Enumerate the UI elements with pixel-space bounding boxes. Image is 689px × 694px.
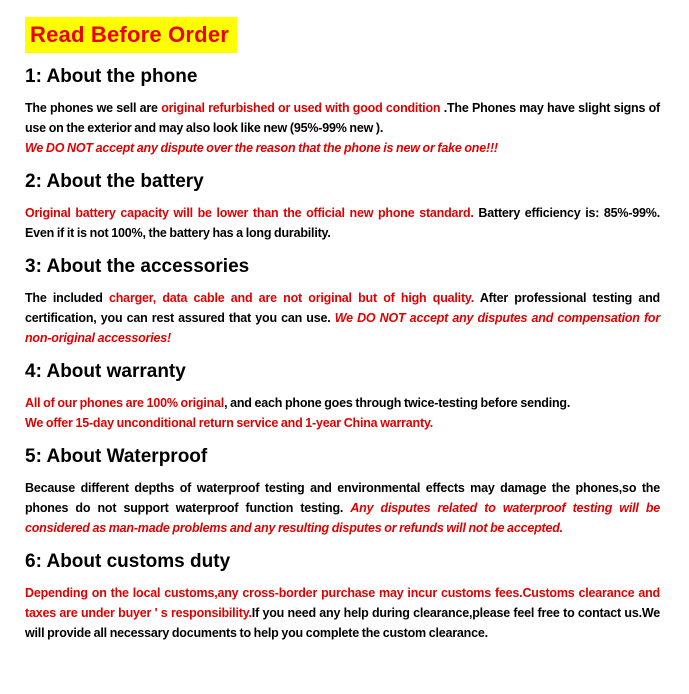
text-run-red: All of our phones are 100% original — [25, 396, 225, 410]
page-title: Read Before Order — [25, 17, 237, 53]
text-run-black: Battery efficiency is: 85%-99%. Even if it is not 100%, the battery has a long durability. — [25, 206, 660, 240]
text-run-red: We offer 15-day unconditional return service and 1-year China warranty. — [25, 416, 434, 430]
section-body — [25, 98, 660, 158]
section-heading: 4: About warranty — [25, 361, 186, 382]
paragraph — [25, 203, 660, 243]
text-run-red-italic: We DO NOT accept any dispute over the reason that the phone is new or fake one!!! — [25, 141, 498, 155]
paragraph — [25, 583, 660, 643]
text-run-black: The included — [25, 291, 109, 305]
text-run-black: The phones we sell are — [25, 101, 162, 115]
section-body — [25, 393, 660, 433]
text-run-black: After professional testing and certification, you can rest assured that you can use. — [25, 291, 660, 325]
text-run-red: Original battery capacity will be lower than the official new phone standard. — [25, 206, 474, 220]
section-body — [25, 288, 660, 348]
paragraph — [25, 413, 660, 433]
text-run-red-italic: Any disputes related to waterproof testing will be considered as man-made problems and any resulting disputes or refunds will not be accepted. — [25, 501, 661, 535]
section-heading: 1: About the phone — [25, 66, 198, 87]
section-heading: 2: About the battery — [25, 171, 204, 192]
text-run-red: Depending on the local customs,any cross-border purchase may incur customs fees.Customs clearance and taxes are under buyer ' s responsibility. — [25, 586, 660, 620]
paragraph — [25, 288, 660, 348]
section-body — [25, 203, 660, 243]
text-run-red: charger, data cable and are not original but of high quality. — [109, 291, 475, 305]
text-run-black: If you need any help during clearance,please feel free to contact us.We will provide all necessary documents to help you complete the custom clearance. — [25, 606, 660, 640]
sections — [25, 65, 660, 643]
text-run-red: original refurbished or used with good condition — [161, 101, 444, 115]
paragraph — [25, 138, 660, 158]
section — [25, 360, 660, 433]
section-heading: 6: About customs duty — [25, 551, 231, 572]
text-run-black: .The Phones may have slight signs of use on the exterior and may also look like new (95%-99% new ). — [25, 101, 660, 135]
paragraph — [25, 393, 660, 413]
section — [25, 65, 660, 158]
paragraph — [25, 478, 660, 538]
section-heading: 5: About Waterproof — [25, 446, 208, 467]
section — [25, 170, 660, 243]
section — [25, 550, 660, 643]
text-run-black: , and each phone goes through twice-testing before sending. — [224, 396, 571, 410]
text-run-red-italic: We DO NOT accept any disputes and compensation for non-original accessories! — [25, 311, 661, 345]
paragraph — [25, 98, 660, 138]
section-body — [25, 583, 660, 643]
text-run-black: Because different depths of waterproof testing and environmental effects may damage the phones,so the phones do not support waterproof function testing. — [25, 481, 660, 515]
section — [25, 255, 660, 348]
section-heading: 3: About the accessories — [25, 256, 250, 277]
section-body — [25, 478, 660, 538]
section — [25, 445, 660, 538]
